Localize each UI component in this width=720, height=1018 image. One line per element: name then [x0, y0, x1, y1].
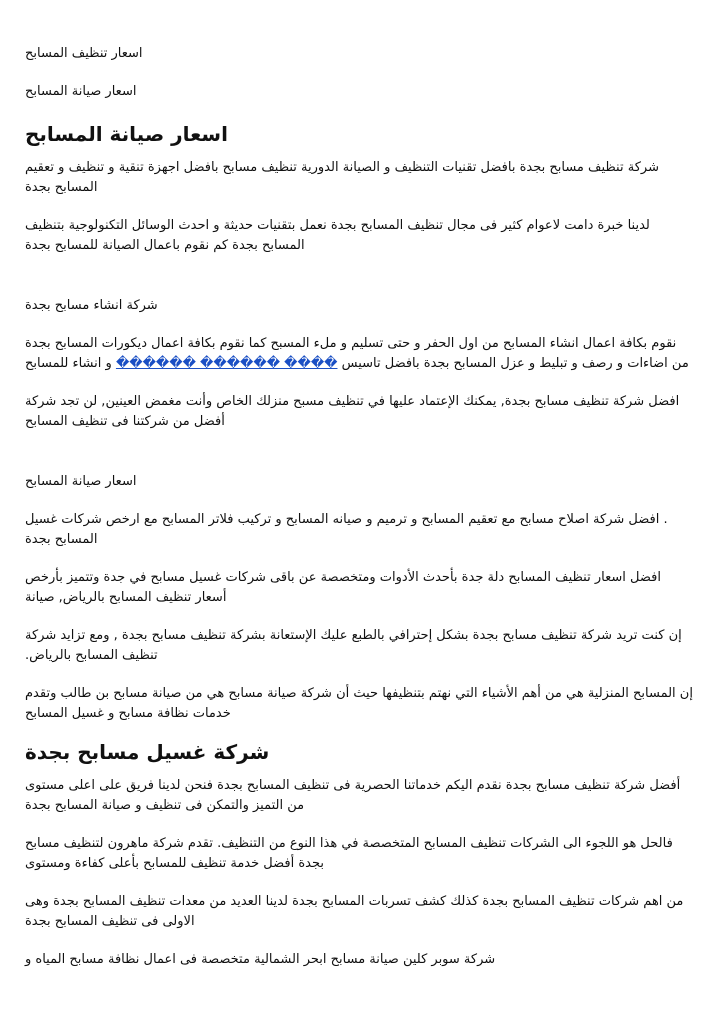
paragraph-home-pools: إن المسابح المنزلية هي من أهم الأشياء التي نهتم بتنظيفها حيث أن شركة صيانة مسابح هي من صيانة مسابح بن طالب وتقدم خدمات نظافة مسابح و غسيل المسابح [25, 686, 693, 721]
paragraph-super-clean: شركة سوبر كلين صيانة مسابح ابحر الشمالية متخصصة فى اعمال نظافة مسابح المياه و [25, 952, 496, 967]
title-maintenance-prices: اسعار صيانة المسابح [25, 84, 137, 99]
title-cleaning-prices: اسعار تنظيف المسابح [25, 46, 143, 61]
paragraph-professional: إن كنت تريد شركة تنظيف مسابح بجدة بشكل إحترافي بالطبع عليك الإستعانة بشركة تنظيف مسابح بجدة , ومع تزايد شركة تنظيف المسابح بالرياض. [25, 628, 682, 663]
title-maintenance-prices-2: اسعار صيانة المسابح [25, 474, 137, 489]
heading-maintenance-prices: اسعار صيانة المسابح [25, 122, 228, 146]
paragraph-company-cleaning: شركة تنظيف مسابح بجدة بافضل تقنيات التنظيف و الصيانة الدورية تنظيف مسابح بافضل اجهزة تنقية و تنظيف و تعقيم المسابح بجدة [25, 160, 659, 195]
heading-pool-washing: شركة غسيل مسابح بجدة [25, 740, 270, 764]
foundation-link[interactable]: ���� ������ ������ [115, 356, 338, 371]
paragraph-solution: فالحل هو اللجوء الى الشركات تنظيف المسابح المتخصصة في هذا النوع من التنظيف. تقدم شركة ماهرون لتنظيف مسابح بجدة أفضل خدمة تنظيف للمسابح بأعلى كفاءة ومستوى [25, 836, 673, 871]
paragraph-best-company: افضل شركة تنظيف مسابح بجدة, يمكنك الإعتماد عليها في تنظيف مسبح منزلك الخاص وأنت مغمض العينين, لن تجد شركة أفضل من شركتنا فى تنظيف المسابح [25, 394, 680, 429]
paragraph-construction [25, 334, 695, 374]
paragraph-exclusive-services: أفضل شركة تنظيف مسابح بجدة نقدم اليكم خدماتنا الحصرية فى تنظيف المسابح بجدة فنحن لدينا فريق على اعلى مستوى من التميز والتمكن فى تنظيف و صيانة المسابح بجدة [25, 778, 681, 813]
paragraph-repair: . افضل شركة اصلاح مسابح مع تعقيم المسابح و ترميم و صيانه المسابح و تركيب فلاتر المسابح مع ارخص شركات غسيل المسابح بجدة [25, 512, 668, 547]
paragraph-construction-tail: و انشاء للمسابح [25, 356, 116, 371]
title-pool-construction: شركة انشاء مسابح بجدة [25, 298, 158, 313]
paragraph-experience: لدينا خبرة دامت لاعوام كثير فى مجال تنظيف المسابح بجدة نعمل بتقنيات حديثة و احدث الوسائل التكنولوجية بتنظيف المسابح بجدة كم نقوم باعمال الصيانة للمسابح بجدة [25, 218, 650, 253]
paragraph-best-prices: افضل اسعار تنظيف المسابح دلة جدة بأحدث الأدوات ومتخصصة عن باقى شركات غسيل مسابح في جدة وتتميز بأرخص أسعار تنظيف المسابح بالرياض, صيانة [25, 570, 661, 605]
paragraph-leak-detection: من اهم شركات تنظيف المسابح بجدة كذلك كشف تسربات المسابح بجدة لدينا العديد من معدات تنظيف المسابح بجدة وهى الاولى فى تنظيف المسابح بجدة [25, 894, 684, 929]
article-body [25, 44, 695, 970]
paragraph-construction-text: نقوم بكافة اعمال انشاء المسابح من اول الحفر و حتى تسليم و ملء المسبح كما نقوم بكافة اعمال ديكورات المسابح بجدة من اضاءات و رصف و تبليط و عزل المسابح بجدة بافضل تاسيس [25, 336, 689, 371]
